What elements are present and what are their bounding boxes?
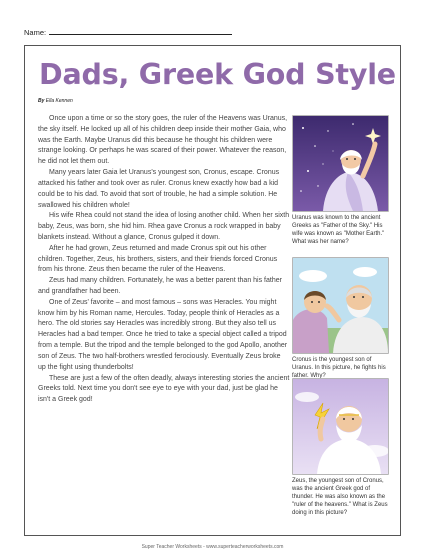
story-paragraph: Many years later Gaia let Uranus's youngest son, Cronus, escape. Cronus attacked his father and took over as ruler. Cronus knew exactly how bad a kid could be to his dad. To avoid that sort of trouble, he had a simple solution. He swallowed his children whole!: [38, 169, 280, 209]
figure-caption: Zeus, the youngest son of Cronus, was the ancient Greek god of thunder. He was also known as the "ruler of the heavens." What is Zeus doing in this picture?: [292, 478, 388, 516]
zeus-thunderbolt-illustration: [292, 378, 389, 475]
uranus-sky-illustration: [292, 115, 389, 212]
figure-caption: Uranus was known to the ancient Greeks as "Father of the Sky." His wife was known as "Mother Earth." What was her name?: [292, 215, 385, 245]
story-paragraph: These are just a few of the often deadly, always interesting stories the ancient Greeks told. Next time you don't see eye to eye with your dad, just be glad he isn't a Greek god!: [38, 374, 290, 404]
page-footer: Super Teacher Worksheets - www.superteacherworksheets.com: [141, 544, 284, 550]
byline-prefix: By: [38, 98, 45, 104]
story-paragraph: His wife Rhea could not stand the idea of losing another child. When her sixth baby, Zeus, was born, she hid him. Rhea gave Cronus a rock wrapped in baby blankets instead. Without a glance, Cronus gulped it down.: [38, 212, 290, 241]
uranus-sky-icon: [293, 116, 388, 211]
story-text: [38, 114, 290, 534]
page-title: Dads, Greek God Style: [39, 58, 396, 91]
zeus-thunderbolt-icon: [293, 379, 388, 474]
figure-caption: Cronus is the youngest son of Uranus. In this picture, he fights his father. Why?: [292, 357, 386, 379]
name-label: Name:: [24, 28, 47, 37]
story-paragraph: Zeus had many children. Fortunately, he was a better parent than his father and grandfather had been.: [38, 277, 282, 295]
story-paragraph: Once upon a time or so the story goes, the ruler of the Heavens was Uranus, the sky itself. He locked up all of his children deep inside their mother Gaia, who was the Earth. Maybe Uranus did this because he thought his children were strange looking. Or perhaps he was scared of their power. Whatever the reason, he did not let them out.: [38, 115, 288, 166]
byline-author: Ella Kennen: [45, 98, 73, 104]
name-blank-line[interactable]: [49, 26, 232, 35]
story-paragraph: One of Zeus' favorite – and most famous – sons was Heracles. You might know him by his Roman name, Hercules. Today, people think of Heracles as a hero. The old stories say Heracles was incredibly strong. But they also tell us Heracles had a bad temper. Once he tried to take a special object called a tripod from a temple. But the tripod and the temple belonged to the god Apollo, another son of Zeus. The two half-brothers wrestled ferociously. Eventually Zeus broke up the fight using thunderbolts!: [38, 298, 288, 371]
cronus-fighting-icon: [293, 258, 388, 353]
byline: [38, 98, 73, 104]
worksheet-frame: [24, 45, 401, 536]
cronus-fighting-illustration: [292, 257, 389, 354]
story-paragraph: After he had grown, Zeus returned and made Cronus spit out his other children. Together, Zeus, his brothers, sisters, and their friends forced Cronus from his throne. Zeus then became the ruler of the Heavens.: [38, 244, 278, 274]
name-field-row: [24, 26, 244, 38]
